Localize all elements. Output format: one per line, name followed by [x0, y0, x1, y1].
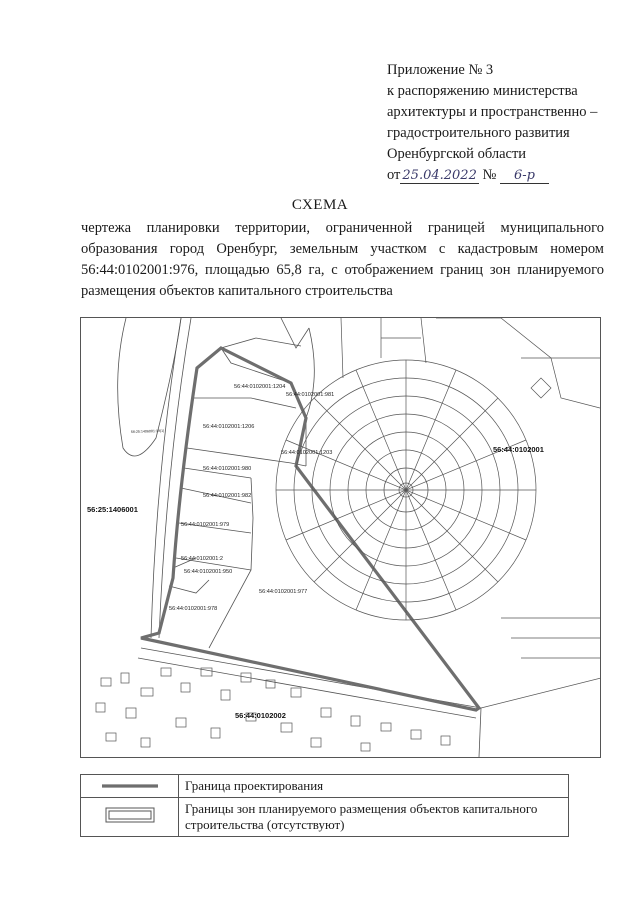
annex-line: Оренбургской области [387, 146, 527, 162]
south-road-line [138, 658, 476, 718]
plot-boundary [169, 580, 209, 593]
west-road-line [159, 318, 191, 638]
plot-label-950: 56:44:0102001:950 [184, 569, 233, 575]
quarter-label-0102001: 56:44:0102001 [493, 445, 544, 454]
thick-line-icon [100, 782, 160, 790]
plot-label-980: 56:44:0102001:980 [203, 466, 252, 472]
annex-line: градостроительного развития [387, 125, 570, 141]
plot-boundary [479, 708, 481, 757]
plot-label-2: 56:44:0102001:2 [181, 556, 223, 562]
plot-label-978: 56:44:0102001:978 [169, 606, 218, 612]
map-labels [131, 384, 334, 612]
legend-symbol [81, 775, 179, 798]
double-outline-rect-icon [100, 805, 160, 825]
plot-boundary [306, 328, 314, 418]
annex-date-line [387, 165, 627, 186]
handwritten-number: 6-р [500, 168, 549, 184]
legend-text-line: Границы зон планируемого размещения объектов капитального [185, 801, 538, 816]
document-description [81, 218, 604, 302]
plot-label-981: 56:44:0102001:981 [286, 392, 335, 398]
legend-table [80, 774, 569, 837]
legend-row [81, 798, 569, 837]
map-svg [81, 318, 600, 757]
plot-label-1203: 56:44:0102001:1203 [281, 450, 333, 456]
plot-label-977: 56:44:0102001:977 [259, 589, 308, 595]
circular-quarter [276, 360, 536, 620]
quarter-label-1406001: 56:25:1406001 [87, 505, 138, 514]
plot-label-982: 56:44:0102001:982 [203, 493, 252, 499]
annex-block [387, 60, 627, 186]
plot-label-1206: 56:44:0102001:1206 [203, 424, 255, 430]
quarter-label-0102002: 56:44:0102002 [235, 711, 286, 720]
plot-label-1204: 56:44:0102001:1204 [234, 384, 286, 390]
legend-row [81, 775, 569, 798]
planning-scheme-map [80, 317, 601, 758]
legend-text: Граница проектирования [179, 775, 569, 798]
description-line: чертежа планировки территории, ограниченной границей муниципального [81, 220, 604, 236]
date-prefix: от [387, 167, 401, 183]
legend-symbol [81, 798, 179, 837]
description-line: размещения объектов капитального строительства [81, 283, 393, 299]
annex-line: архитектуры и пространственно – [387, 104, 598, 120]
plot-boundary [209, 478, 253, 648]
small-label: 56:25:1406001:19(1) [130, 428, 165, 434]
legend-text [179, 798, 569, 837]
description-line: образования город Оренбург, земельным участком с кадастровым номером [81, 241, 604, 257]
plot-boundary [193, 398, 296, 408]
annex-line: к распоряжению министерства [387, 83, 578, 99]
west-road-line [151, 318, 181, 638]
plot-label-979: 56:44:0102001:979 [181, 522, 230, 528]
annex-line: Приложение № 3 [387, 62, 494, 78]
south-houses [96, 668, 450, 751]
handwritten-date: 25.04.2022 [402, 168, 477, 183]
legend-text-line: строительства (отсутствуют) [185, 817, 345, 832]
west-parcel-outline [118, 318, 181, 456]
number-prefix: № [482, 167, 497, 183]
document-title: СХЕМА [291, 197, 349, 213]
description-line: 56:44:0102001:976, площадью 65,8 га, с отображением границ зон планируемого [81, 262, 604, 278]
north-quarter [341, 318, 600, 658]
